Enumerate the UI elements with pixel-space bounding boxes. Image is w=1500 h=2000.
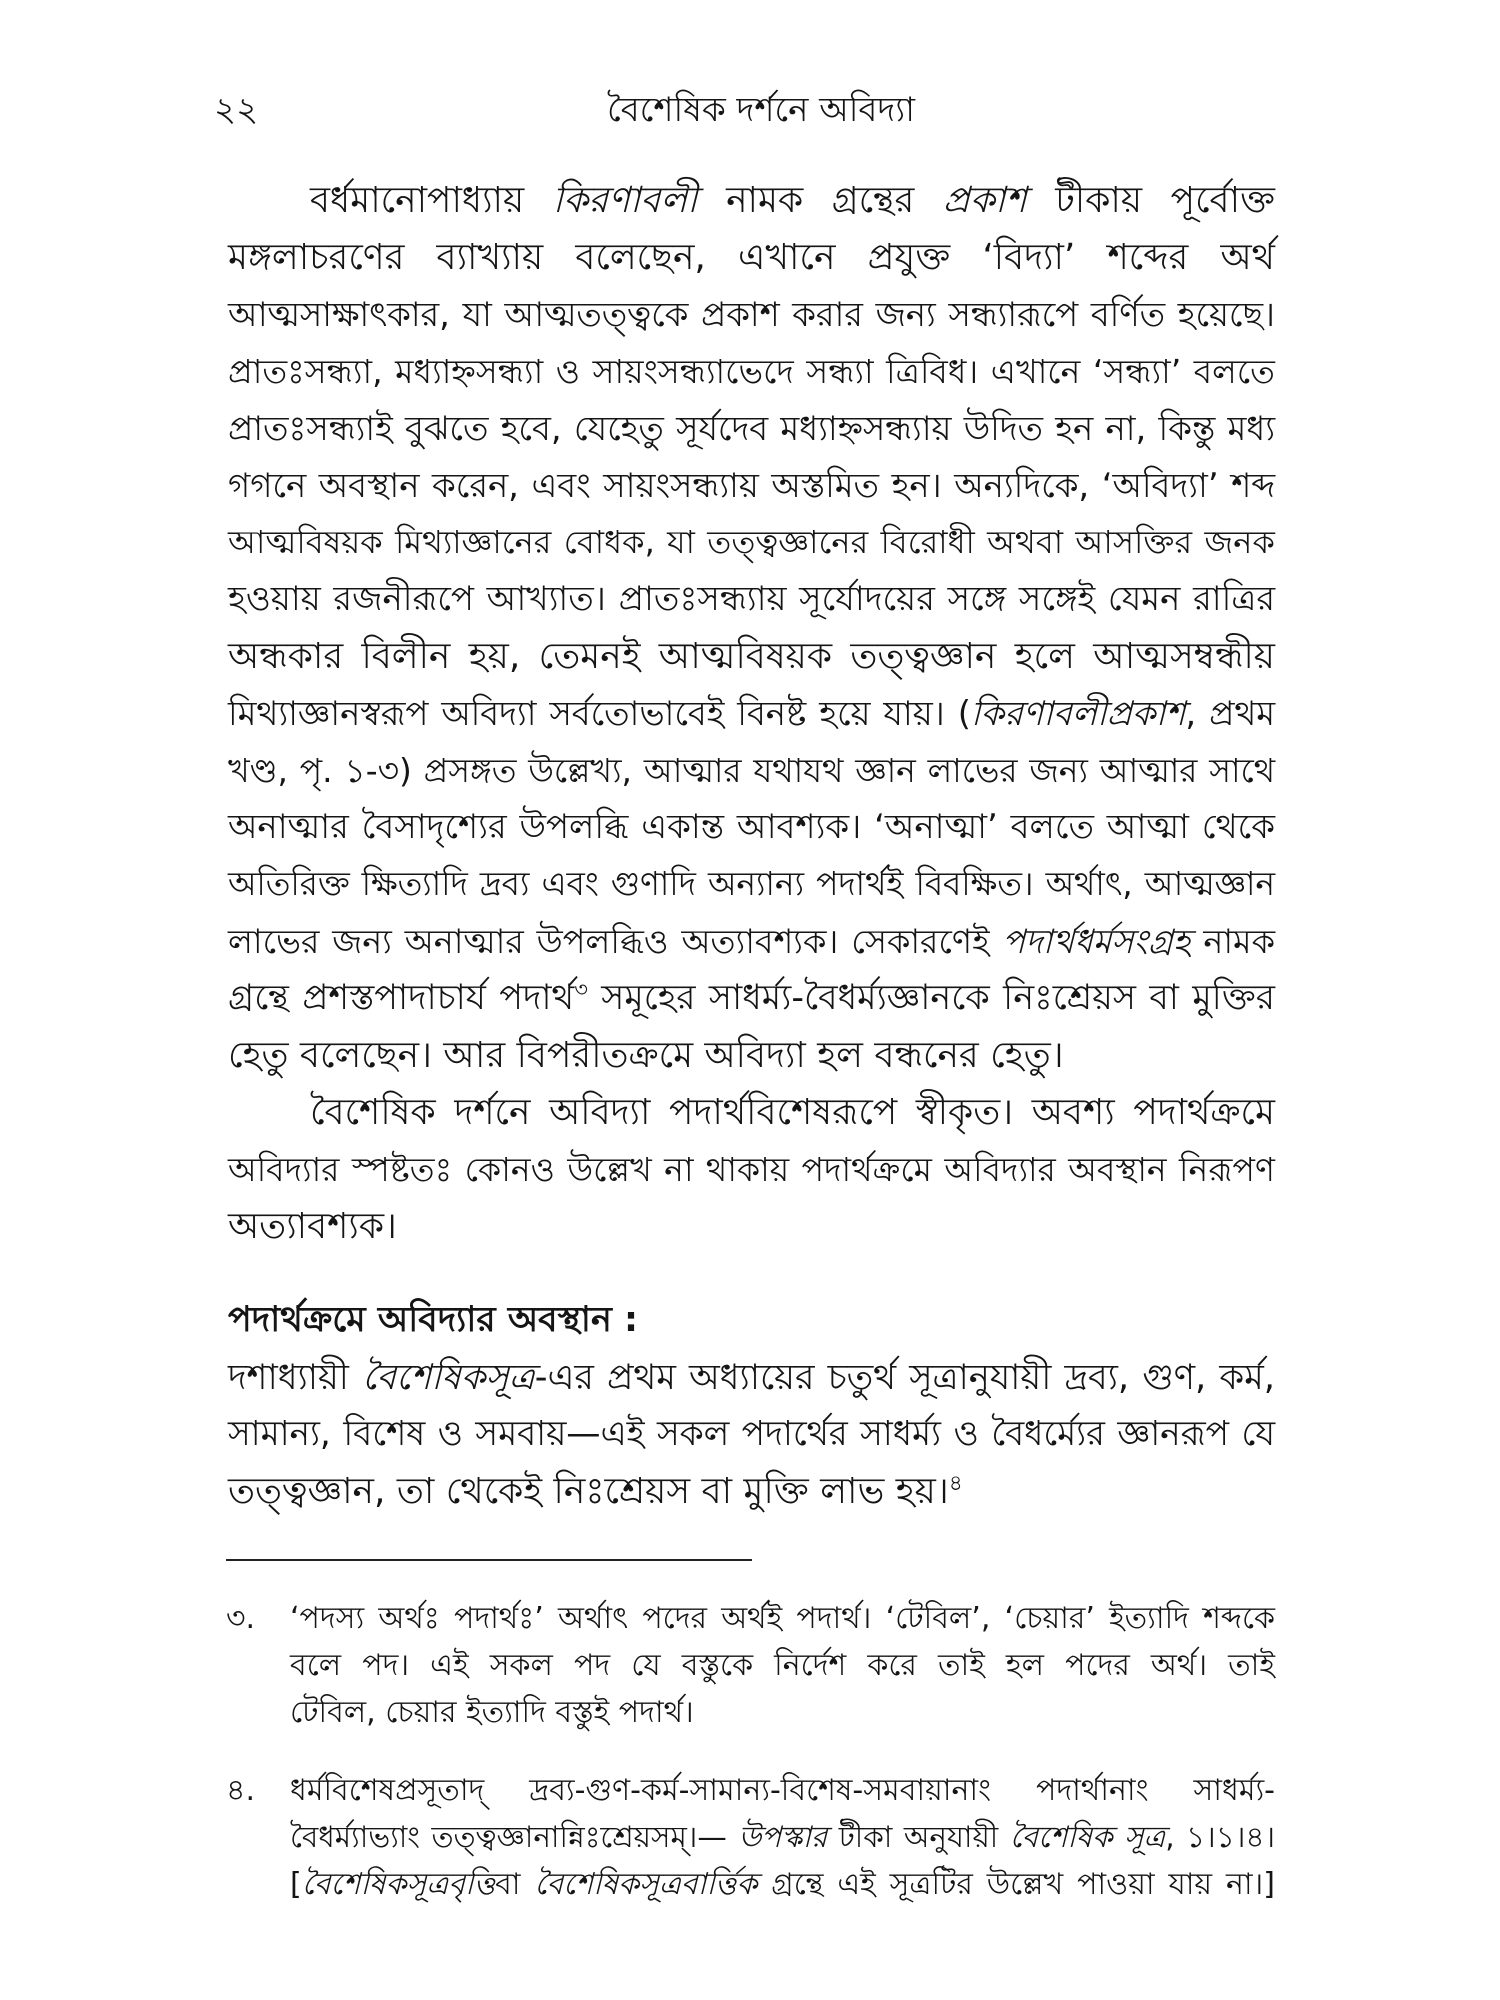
text-line xyxy=(290,1689,1275,1736)
body-paragraph xyxy=(228,1349,1275,1520)
text-line xyxy=(228,1027,1275,1084)
page-number: ২২ xyxy=(214,90,259,130)
footnote-marker: ৩ xyxy=(574,977,588,1002)
text-run: বৈশেষিক দর্শনে অবিদ্যা পদার্থবিশেষরূপে স্বীকৃত। অবশ্য পদার্থক্রমে xyxy=(310,1092,1275,1133)
text-line xyxy=(228,514,1275,571)
text-run: মিথ্যাজ্ঞানস্বরূপ অবিদ্যা সর্বতোভাবেই বিনষ্ট হয়ে যায়। ( xyxy=(228,694,971,733)
text-run: বর্ধমানোপাধ্যায় xyxy=(310,180,553,221)
text-line xyxy=(228,970,1275,1027)
body-paragraph xyxy=(228,1084,1275,1255)
text-line xyxy=(290,1642,1275,1689)
text-run: বা xyxy=(495,1867,535,1902)
text-run: বৈধর্ম্যাভ্যাং তত্ত্বজ্ঞানান্নিঃশ্রেয়সম্।— xyxy=(290,1820,739,1854)
italic-work-title: বৈশেষিকসূত্রবৃত্তি xyxy=(301,1867,496,1902)
italic-work-title: বৈশেষিকসূত্রবার্ত্তিক xyxy=(534,1867,758,1902)
text-run: টেবিল, চেয়ার ইত্যাদি বস্তুই পদার্থ। xyxy=(290,1695,694,1730)
text-line xyxy=(228,229,1275,286)
text-run: হেতু বলেছেন। আর বিপরীতক্রমে অবিদ্যা হল বন্ধনের হেতু। xyxy=(228,1035,1064,1076)
text-line xyxy=(228,286,1275,343)
text-run: মঙ্গলাচরণের ব্যাখ্যায় বলেছেন, এখানে প্রযুক্ত ‘বিদ্যা’ শব্দের অর্থ xyxy=(228,237,1275,278)
text-run: হওয়ায় রজনীরূপে আখ্যাত। প্রাতঃসন্ধ্যায় সূর্যোদয়ের সঙ্গে সঙ্গেই যেমন রাত্রির xyxy=(228,579,1275,619)
text-line xyxy=(290,1861,1275,1908)
text-line xyxy=(228,742,1275,799)
text-run: আত্মবিষয়ক মিথ্যাজ্ঞানের বোধক, যা তত্ত্বজ্ঞানের বিরোধী অথবা আসক্তির জনক xyxy=(228,523,1275,561)
italic-work-title: কিরণাবলী xyxy=(552,180,698,221)
body-paragraph xyxy=(228,172,1275,1084)
text-run: সমূহের সাধর্ম্য-বৈধর্ম্যজ্ঞানকে নিঃশ্রেয়স বা মুক্তির xyxy=(587,978,1276,1018)
footnote-number: ৩. xyxy=(226,1601,256,1636)
section-heading: পদার্থক্রমে অবিদ্যার অবস্থান : xyxy=(228,1300,639,1340)
text-run: অতিরিক্ত ক্ষিত্যাদি দ্রব্য এবং গুণাদি অন্যান্য পদার্থই বিবক্ষিত। অর্থাৎ, আত্মজ্ঞান xyxy=(228,865,1275,903)
text-run: অনাত্মার বৈসাদৃশ্যের উপলব্ধি একান্ত আবশ্যক। ‘অনাত্মা’ বলতে আত্মা থেকে xyxy=(228,807,1275,847)
text-run: [ xyxy=(290,1867,302,1902)
italic-work-title: কিরণাবলীপ্রকাশ xyxy=(970,694,1186,733)
running-title: বৈশেষিক দর্শনে অবিদ্যা xyxy=(607,90,915,130)
footnote xyxy=(226,1767,1275,1908)
text-run: দশাধ্যায়ী xyxy=(228,1357,363,1398)
text-line xyxy=(228,1463,1275,1520)
text-line xyxy=(228,457,1275,514)
text-line xyxy=(228,400,1275,457)
text-run: অন্ধকার বিলীন হয়, তেমনই আত্মবিষয়ক তত্ত্বজ্ঞান হলে আত্মসম্বন্ধীয় xyxy=(228,636,1275,677)
text-run: টীকায় পূর্বোক্ত xyxy=(1026,180,1276,221)
text-run: বলে পদ। এই সকল পদ যে বস্তুকে নির্দেশ করে তাই হল পদের অর্থ। তাই xyxy=(290,1648,1275,1683)
footnote-number: ৪. xyxy=(226,1773,256,1808)
text-line xyxy=(228,628,1275,685)
text-line xyxy=(228,1406,1275,1463)
text-run: গ্রন্থে এই সূত্রটির উল্লেখ পাওয়া যায় না।] xyxy=(757,1867,1275,1902)
text-line xyxy=(228,1084,1275,1141)
text-line xyxy=(228,913,1275,970)
text-line xyxy=(228,799,1275,856)
footnote xyxy=(226,1595,1275,1736)
text-run: ‘পদস্য অর্থঃ পদার্থঃ’ অর্থাৎ পদের অর্থই পদার্থ। ‘টেবিল’, ‘চেয়ার’ ইত্যাদি শব্দকে xyxy=(290,1601,1275,1636)
text-run: টীকা অনুযায়ী xyxy=(827,1820,1010,1854)
text-line xyxy=(228,1141,1275,1198)
footnote-rule xyxy=(226,1559,752,1561)
text-run: প্রাতঃসন্ধ্যাই বুঝতে হবে, যেহেতু সূর্যদেব মধ্যাহ্নসন্ধ্যায় উদিত হন না, কিন্তু মধ্য xyxy=(228,409,1275,448)
footnote-marker: ৪ xyxy=(948,1471,963,1496)
text-line xyxy=(290,1595,1275,1642)
text-run: , প্রথম xyxy=(1185,694,1275,733)
text-run: অত্যাবশ্যক। xyxy=(228,1206,397,1247)
text-line xyxy=(228,1198,1275,1255)
text-line xyxy=(228,571,1275,628)
text-run: অবিদ্যার স্পষ্টতঃ কোনও উল্লেখ না থাকায় পদার্থক্রমে অবিদ্যার অবস্থান নিরূপণ xyxy=(228,1150,1275,1189)
text-line xyxy=(228,685,1275,742)
text-run: নামক xyxy=(1190,922,1275,961)
text-line xyxy=(228,172,1275,229)
text-line xyxy=(290,1767,1275,1814)
text-line xyxy=(228,1349,1275,1406)
text-run: -এর প্রথম অধ্যায়ের চতুর্থ সূত্রানুযায়ী দ্রব্য, গুণ, কর্ম, xyxy=(534,1357,1275,1398)
text-run: তত্ত্বজ্ঞান, তা থেকেই নিঃশ্রেয়স বা মুক্তি লাভ হয়। xyxy=(228,1471,949,1512)
text-run: নামক গ্রন্থের xyxy=(697,180,943,221)
text-run: ধর্মবিশেষপ্রসূতাদ্ দ্রব্য-গুণ-কর্ম-সামান্য-বিশেষ-সমবায়ানাং পদার্থানাং সাধর্ম্য- xyxy=(290,1773,1275,1808)
text-run: গ্রন্থে প্রশস্তপাদাচার্য পদার্থ xyxy=(228,978,575,1018)
italic-work-title: প্রকাশ xyxy=(942,180,1027,221)
text-run: খণ্ড, পৃ. ১-৩) প্রসঙ্গত উল্লেখ্য, আত্মার যথাযথ জ্ঞান লাভের জন্য আত্মার সাথে xyxy=(228,751,1275,790)
text-run: আত্মসাক্ষাৎকার, যা আত্মতত্ত্বকে প্রকাশ করার জন্য সন্ধ্যারূপে বর্ণিত হয়েছে। xyxy=(228,295,1275,334)
text-line xyxy=(228,856,1275,913)
footnote-text xyxy=(290,1767,1275,1908)
text-run: , ১।১।৪। xyxy=(1165,1820,1275,1854)
text-line xyxy=(228,343,1275,400)
italic-work-title: বৈশেষিকসূত্র xyxy=(362,1357,535,1398)
text-run: গগনে অবস্থান করেন, এবং সায়ংসন্ধ্যায় অস্তমিত হন। অন্যদিকে, ‘অবিদ্যা’ শব্দ xyxy=(228,466,1275,505)
italic-work-title: পদার্থধর্মসংগ্রহ xyxy=(1002,922,1191,961)
text-run: প্রাতঃসন্ধ্যা, মধ্যাহ্নসন্ধ্যা ও সায়ংসন্ধ্যাভেদে সন্ধ্যা ত্রিবিধ। এখানে ‘সন্ধ্যা’ বলতে xyxy=(228,352,1275,391)
italic-work-title: বৈশেষিক সূত্র xyxy=(1009,1820,1166,1854)
italic-work-title: উপস্কার xyxy=(738,1820,828,1854)
text-line xyxy=(290,1814,1275,1861)
footnote-text xyxy=(290,1595,1275,1736)
text-run: লাভের জন্য অনাত্মার উপলব্ধিও অত্যাবশ্যক। সেকারণেই xyxy=(228,922,1003,961)
text-run: সামান্য, বিশেষ ও সমবায়—এই সকল পদার্থের সাধর্ম্য ও বৈধর্ম্যের জ্ঞানরূপ যে xyxy=(228,1414,1275,1454)
